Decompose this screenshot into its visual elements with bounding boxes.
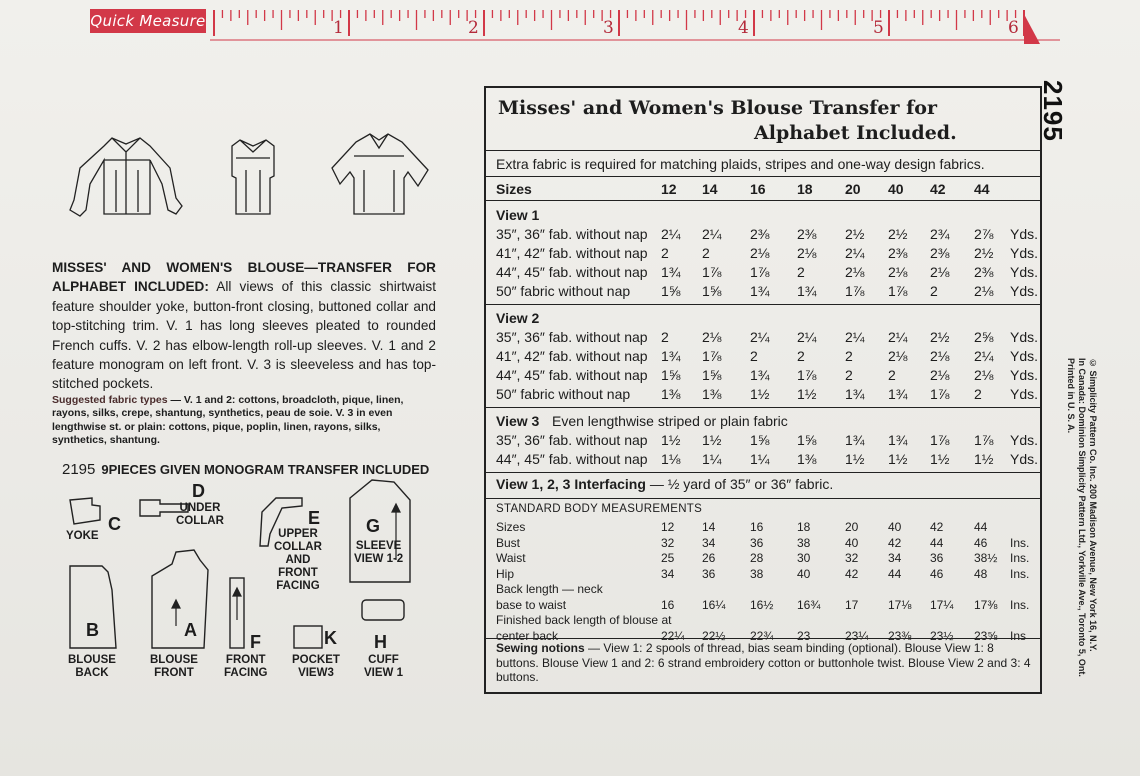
row-cell: 1⅝ [702, 367, 722, 383]
chart-title-line2: Alphabet Included. [754, 122, 957, 144]
row-cell: 1⅞ [702, 264, 722, 280]
ruler-number: 1 [333, 18, 344, 38]
view-heading: View 1 [496, 207, 540, 223]
row-unit: Yds. [1010, 283, 1039, 299]
row-cell: 34 [661, 566, 675, 581]
interfacing-text: — ½ yard of 35″ or 36″ fabric. [649, 476, 834, 492]
row-cell: 40 [797, 566, 811, 581]
fabric-text: — V. 1 and 2: cottons, broadcloth, pique, linen, rayons, silks, crepe, shantung, synthetics, peau de soie. V. 3 in even lengthwise st. or plain: cottons, pique, poplin, linen, rayons, silks, synthetics, shantung. [52, 394, 404, 446]
row-cell: 2 [888, 367, 896, 383]
piece-d-label: UNDER COLLAR [176, 502, 224, 527]
measurements-heading: STANDARD BODY MEASUREMENTS [496, 503, 703, 515]
row-cell: 2⅛ [888, 348, 908, 364]
piece-a-shape [152, 550, 208, 648]
row-cell: 1½ [845, 451, 865, 467]
row-cell: 23 [797, 628, 811, 643]
row-cell: 1½ [930, 451, 950, 467]
row-unit: Ins. [1010, 566, 1030, 581]
piece-e-letter: E [308, 508, 321, 528]
row-cell: 2 [797, 264, 805, 280]
row-cell: 14 [702, 520, 716, 534]
row-cell: 46 [974, 535, 988, 550]
fabric-label: Suggested fabric types [52, 394, 168, 406]
row-cell: 1⅝ [750, 432, 770, 448]
row-cell: 40 [888, 181, 904, 197]
row-cell: 20 [845, 520, 859, 534]
extra-fabric-note: Extra fabric is required for matching plaids, stripes and one-way design fabrics. [496, 156, 985, 172]
row-cell: 2 [661, 245, 669, 261]
piece-b-label: BLOUSE BACK [68, 654, 116, 679]
row-cell: 16 [750, 520, 764, 534]
row-cell: 38 [750, 566, 764, 581]
row-cell: 38½ [974, 551, 998, 565]
row-cell: 36 [930, 551, 944, 565]
row-cell: 2¼ [974, 348, 994, 364]
row-cell: 2⅜ [750, 226, 770, 242]
row-cell: 38 [797, 535, 811, 550]
ruler-number: 5 [873, 18, 884, 38]
row-cell: 2½ [888, 226, 908, 242]
row-label: 50″ fabric without nap [496, 283, 631, 299]
sewing-label: Sewing notions [496, 641, 585, 655]
view-heading: View 2 [496, 310, 540, 326]
row-cell: 1⅞ [930, 386, 950, 402]
view-heading-row [486, 412, 1040, 431]
row-cell: 2 [702, 245, 710, 261]
row-cell: 17⅜ [974, 597, 998, 612]
view-heading: View 3 [496, 413, 540, 429]
row-unit: Yds. [1010, 226, 1039, 242]
row-label: base to waist [496, 597, 567, 612]
chart-title-line1: Misses' and Women's Blouse Transfer for [498, 97, 937, 119]
row-cell: 16 [750, 181, 766, 197]
row-cell: 2 [661, 329, 669, 345]
row-label: Waist [496, 551, 526, 565]
row-cell: 2⅛ [797, 245, 817, 261]
row-label: Finished back length of blouse at [496, 613, 672, 627]
row-cell: 2 [797, 348, 805, 364]
table-row [486, 225, 1040, 244]
piece-h-label: CUFF VIEW 1 [364, 654, 403, 679]
pattern-number: 2195 [1038, 80, 1068, 142]
row-cell: 1½ [888, 451, 908, 467]
row-cell: 1½ [750, 386, 770, 402]
row-cell: 20 [845, 181, 861, 197]
row-cell: 17¼ [930, 597, 954, 612]
row-cell: 36 [702, 566, 716, 581]
row-cell: 2⅜ [888, 245, 908, 261]
view-heading-row [486, 206, 1040, 225]
row-cell: 2⅛ [888, 264, 908, 280]
divider [486, 200, 1040, 201]
table-row [486, 450, 1040, 469]
row-cell: 2⅛ [930, 348, 950, 364]
piece-k-label: POCKET VIEW3 [292, 654, 340, 679]
row-cell: 22¾ [750, 628, 774, 643]
canada-line: In Canada: Dominion Simplicity Pattern Ltd., Yorkville Ave., Toronto 5, Ont. [1077, 358, 1087, 677]
row-label: Sizes [496, 520, 526, 534]
row-unit: Ins [1010, 628, 1027, 643]
view-heading-row [486, 309, 1040, 328]
row-label: center back [496, 628, 559, 643]
row-cell: 1¼ [750, 451, 770, 467]
row-label: Sizes [496, 181, 532, 197]
row-cell: 1¾ [888, 432, 908, 448]
pieces-text: 9PIECES GIVEN MONOGRAM TRANSFER INCLUDED [101, 462, 430, 477]
row-cell: 2¼ [661, 226, 681, 242]
interfacing-label: View 1, 2, 3 Interfacing [496, 476, 646, 492]
row-cell: 42 [930, 181, 946, 197]
row-cell: 2½ [930, 329, 950, 345]
row-label: 41″, 42″ fab. without nap [496, 245, 648, 261]
table-row [486, 263, 1040, 282]
view-subheading: Even lengthwise striped or plain fabric [552, 413, 788, 429]
piece-g-label: SLEEVE VIEW 1-2 [354, 540, 404, 565]
row-cell: 28 [750, 551, 764, 565]
row-cell: 1⅞ [702, 348, 722, 364]
row-cell: 2⅛ [845, 264, 865, 280]
row-cell: 23⅜ [888, 628, 912, 643]
row-cell: 1⅞ [888, 283, 908, 299]
row-cell: 2½ [845, 226, 865, 242]
row-label: 50″ fabric without nap [496, 386, 631, 402]
pieces-number: 2195 [62, 461, 96, 478]
divider [486, 150, 1040, 151]
row-cell: 22¼ [661, 628, 685, 643]
row-cell: 1⅞ [797, 367, 817, 383]
row-cell: 2⅜ [974, 264, 994, 280]
row-cell: 1¾ [888, 386, 908, 402]
piece-h-shape [362, 600, 404, 620]
table-row [486, 328, 1040, 347]
row-unit: Yds. [1010, 432, 1039, 448]
row-cell: 1½ [797, 386, 817, 402]
sewing-notions [496, 641, 1036, 685]
ruler-number: 2 [468, 18, 479, 38]
row-cell: 2 [974, 386, 982, 402]
row-cell: 18 [797, 520, 811, 534]
row-unit: Yds. [1010, 451, 1039, 467]
row-cell: 1⅜ [797, 451, 817, 467]
printed-line: Printed in U. S. A. [1066, 358, 1076, 434]
table-row [486, 385, 1040, 404]
row-cell: 2⅛ [974, 367, 994, 383]
row-cell: 1⅜ [702, 386, 722, 402]
interfacing-note [496, 476, 833, 492]
row-cell: 25 [661, 551, 675, 565]
row-cell: 1⅞ [845, 283, 865, 299]
row-cell: 1⅛ [661, 451, 681, 467]
row-cell: 1¾ [845, 386, 865, 402]
row-cell: 2¼ [797, 329, 817, 345]
table-row [486, 347, 1040, 366]
row-cell: 16¾ [797, 597, 821, 612]
row-cell: 44 [974, 520, 988, 534]
row-cell: 18 [797, 181, 813, 197]
row-unit: Ins. [1010, 535, 1030, 550]
row-cell: 17⅛ [888, 597, 912, 612]
row-cell: 2⅜ [797, 226, 817, 242]
row-cell: 26 [702, 551, 716, 565]
piece-g-letter: G [366, 516, 381, 536]
side-publisher-text [1038, 358, 1098, 708]
piece-c-letter: C [108, 514, 121, 534]
row-cell: 1⅝ [702, 283, 722, 299]
row-cell: 17 [845, 597, 859, 612]
row-unit: Yds. [1010, 245, 1039, 261]
row-label: 41″, 42″ fab. without nap [496, 348, 648, 364]
row-unit: Yds. [1010, 264, 1039, 280]
divider [486, 304, 1040, 305]
row-cell: 16½ [750, 597, 774, 612]
row-cell: 2 [845, 348, 853, 364]
row-cell: 44 [974, 181, 990, 197]
row-cell: 1⅜ [661, 386, 681, 402]
piece-f-letter: F [250, 632, 261, 652]
ruler-end-marker [1024, 14, 1040, 44]
description-body: All views of this classic shirtwaist feature shoulder yoke, button-front closing, buttoned collar and top-stitching trim. V. 1 has long sleeves pleated to rounded French cuffs. V. 2 has elbow-length roll-up sleeves. V. 1 and 2 feature monogram on left front. V. 3 is sleeveless and has top-stitched pockets. [52, 279, 436, 392]
row-cell: 2¾ [930, 226, 950, 242]
row-cell: 2 [930, 283, 938, 299]
divider [486, 407, 1040, 408]
row-label: Hip [496, 566, 515, 581]
row-cell: 1⅞ [930, 432, 950, 448]
row-label: 44″, 45″ fab. without nap [496, 367, 648, 383]
row-cell: 2⅞ [974, 226, 994, 242]
row-cell: 1⅞ [750, 264, 770, 280]
row-cell: 2½ [974, 245, 994, 261]
table-row [486, 366, 1040, 385]
row-cell: 2⅛ [930, 367, 950, 383]
row-cell: 1¾ [797, 283, 817, 299]
row-cell: 1¼ [702, 451, 722, 467]
row-cell: 40 [888, 520, 902, 534]
row-cell: 2 [750, 348, 758, 364]
row-label: 35″, 36″ fab. without nap [496, 329, 648, 345]
table-row [486, 282, 1040, 301]
row-cell: 2¼ [845, 245, 865, 261]
row-unit: Yds. [1010, 329, 1039, 345]
row-cell: 12 [661, 181, 677, 197]
piece-h-letter: H [374, 632, 387, 652]
description-heading: MISSES' AND WOMEN'S BLOUSE—TRANSFER FOR ALPHABET INCLUDED: [52, 260, 436, 295]
row-label: 44″, 45″ fab. without nap [496, 264, 648, 280]
ruler-number: 4 [738, 18, 749, 38]
row-cell: 1⅝ [661, 283, 681, 299]
row-unit: Ins. [1010, 551, 1030, 565]
ruler-number: 3 [603, 18, 614, 38]
piece-f-label: FRONT FACING [224, 654, 268, 679]
divider [486, 498, 1040, 499]
row-cell: 44 [930, 535, 944, 550]
piece-c-shape [70, 498, 100, 524]
chart-title [498, 96, 1018, 146]
row-cell: 1¾ [845, 432, 865, 448]
row-cell: 40 [845, 535, 859, 550]
row-cell: 2⅛ [750, 245, 770, 261]
row-cell: 23⅝ [974, 628, 998, 643]
divider [486, 638, 1040, 639]
row-cell: 14 [702, 181, 718, 197]
copyright-line: © Simplicity Pattern Co. Inc. 200 Madison Avenue, New York 16, N.Y. [1088, 358, 1098, 652]
row-cell: 2⅛ [702, 329, 722, 345]
row-cell: 32 [661, 535, 675, 550]
row-cell: 32 [845, 551, 859, 565]
row-cell: 22½ [702, 628, 726, 643]
row-cell: 1¾ [750, 283, 770, 299]
row-cell: 2⅜ [930, 245, 950, 261]
row-cell: 34 [888, 551, 902, 565]
row-cell: 2¼ [702, 226, 722, 242]
pattern-pieces-drawing [0, 0, 460, 700]
table-row [486, 431, 1040, 450]
yardage-chart [484, 86, 1042, 694]
row-cell: 16¼ [702, 597, 726, 612]
row-cell: 1⅝ [661, 367, 681, 383]
row-cell: 1¾ [661, 264, 681, 280]
row-cell: 1¾ [750, 367, 770, 383]
row-cell: 30 [797, 551, 811, 565]
piece-a-label: BLOUSE FRONT [150, 654, 198, 679]
row-label: Back length — neck [496, 582, 603, 596]
row-unit: Yds. [1010, 348, 1039, 364]
row-cell: 42 [845, 566, 859, 581]
piece-k-shape [294, 626, 322, 648]
row-cell: 1¾ [661, 348, 681, 364]
row-label: 44″, 45″ fab. without nap [496, 451, 648, 467]
row-unit: Yds. [1010, 367, 1039, 383]
row-cell: 1½ [974, 451, 994, 467]
row-cell: 42 [888, 535, 902, 550]
row-cell: 1½ [661, 432, 681, 448]
row-cell: 46 [930, 566, 944, 581]
row-cell: 42 [930, 520, 944, 534]
ruler-number: 6 [1008, 18, 1019, 38]
row-cell: 1½ [702, 432, 722, 448]
piece-d-letter: D [192, 481, 205, 501]
row-cell: 44 [888, 566, 902, 581]
piece-k-letter: K [324, 628, 337, 648]
row-cell: 12 [661, 520, 675, 534]
row-label: Bust [496, 535, 521, 550]
row-cell: 1⅞ [974, 432, 994, 448]
row-cell: 1⅝ [797, 432, 817, 448]
table-row [486, 180, 1040, 199]
row-unit: Ins. [1010, 597, 1030, 612]
table-row [486, 244, 1040, 263]
row-cell: 2 [845, 367, 853, 383]
piece-c-label: YOKE [66, 530, 99, 542]
row-cell: 2⅝ [974, 329, 994, 345]
row-label: 35″, 36″ fab. without nap [496, 432, 648, 448]
row-cell: 23¼ [845, 628, 869, 643]
quick-measure-badge: Quick Measure [90, 9, 206, 33]
row-cell: 2¼ [845, 329, 865, 345]
divider [486, 176, 1040, 177]
piece-e-label: UPPER COLLAR AND FRONT FACING [274, 528, 322, 592]
piece-a-letter: A [184, 620, 197, 640]
row-cell: 2⅛ [930, 264, 950, 280]
row-cell: 2¼ [750, 329, 770, 345]
row-cell: 48 [974, 566, 988, 581]
row-cell: 36 [750, 535, 764, 550]
row-cell: 16 [661, 597, 675, 612]
row-unit: Yds. [1010, 386, 1039, 402]
piece-b-letter: B [86, 620, 99, 640]
row-cell: 34 [702, 535, 716, 550]
sewing-text: — View 1: 2 spools of thread, bias seam binding (optional). Blouse View 1: 8 buttons. Blouse View 1 and 2: 6 strand embroidery cotton or buttonhole twist. Blouse View 2 and 3: 4 buttons. [496, 641, 1031, 684]
row-cell: 2⅛ [974, 283, 994, 299]
row-label: 35″, 36″ fab. without nap [496, 226, 648, 242]
row-cell: 23½ [930, 628, 954, 643]
row-cell: 2¼ [888, 329, 908, 345]
divider [486, 472, 1040, 473]
